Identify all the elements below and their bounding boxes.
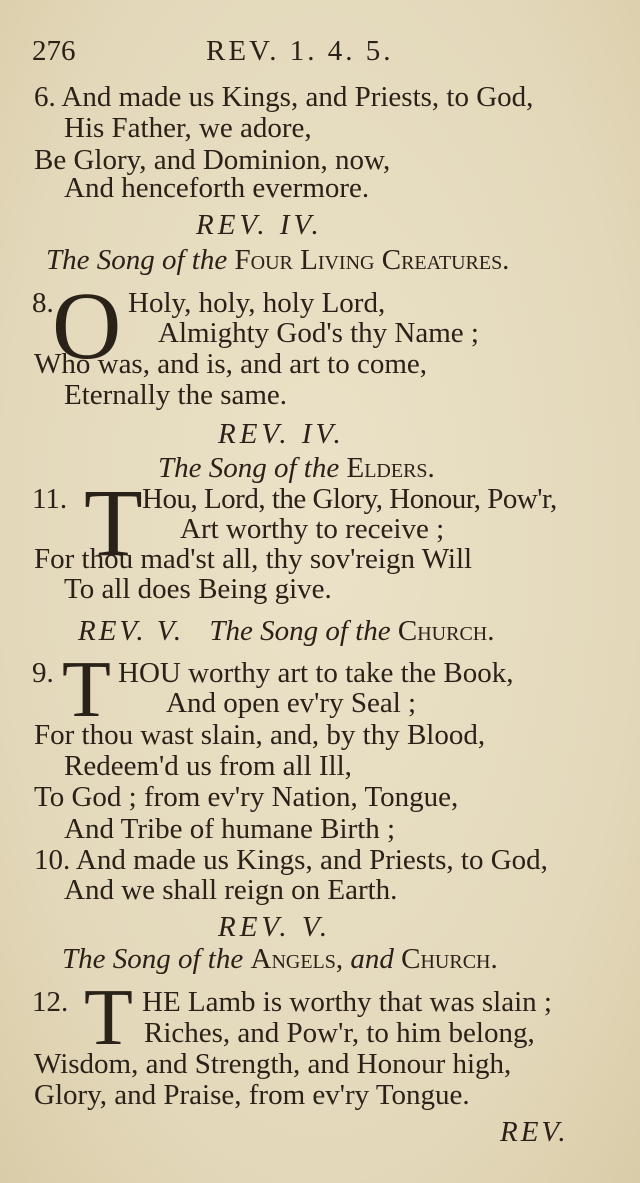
- song-title-italic: The Song of the: [46, 244, 228, 276]
- verse-line: Be Glory, and Dominion, now,: [34, 144, 391, 176]
- verse-line: And we shall reign on Earth.: [64, 874, 398, 906]
- drop-cap: T: [84, 469, 143, 576]
- verse-line: Almighty God's thy Name ;: [158, 317, 479, 349]
- verse-line: Eternally the same.: [64, 379, 288, 411]
- song-title: [62, 942, 498, 976]
- verse-line: For thou mad'st all, thy sov'reign Will: [34, 543, 473, 575]
- song-title-caps: Angels,: [250, 943, 344, 975]
- verse-line: And henceforth evermore.: [64, 172, 370, 204]
- verse-line: 6. And made us Kings, and Priests, to God,: [34, 81, 534, 113]
- catchword: REV.: [500, 1116, 569, 1148]
- drop-cap: T: [84, 974, 133, 1062]
- verse-line: Holy, holy, holy Lord,: [128, 287, 386, 319]
- song-title-italic: The Song of the: [158, 452, 340, 484]
- drop-cap: O: [52, 272, 122, 379]
- song-title-italic: and: [350, 943, 394, 975]
- verse-number: 8.: [32, 287, 54, 319]
- verse-number: 12.: [32, 986, 69, 1018]
- verse-line: And open ev'ry Seal ;: [166, 687, 417, 719]
- section-heading: REV. V.: [78, 615, 185, 647]
- running-title: REV. 1. 4. 5.: [206, 35, 394, 67]
- section-heading: REV. V.: [218, 911, 332, 943]
- verse-line: For thou wast slain, and, by thy Blood,: [34, 719, 486, 751]
- verse-line: HOU worthy art to take the Book,: [118, 657, 514, 689]
- song-title-caps: Elders.: [346, 452, 435, 484]
- song-title-caps: Church.: [401, 943, 498, 975]
- verse-line: Redeem'd us from all Ill,: [64, 750, 352, 782]
- verse-line: 10. And made us Kings, and Priests, to God,: [34, 844, 548, 876]
- verse-line: And Tribe of humane Birth ;: [64, 813, 396, 845]
- song-title: [158, 451, 435, 485]
- verse-line: Glory, and Praise, from ev'ry Tongue.: [34, 1079, 470, 1111]
- song-title-italic: The Song of the: [62, 943, 244, 975]
- verse-number: 9.: [32, 657, 54, 689]
- drop-cap: T: [62, 646, 111, 734]
- verse-line: HE Lamb is worthy that was slain ;: [142, 986, 552, 1018]
- verse-line: To God ; from ev'ry Nation, Tongue,: [34, 781, 459, 813]
- song-title-caps: Church.: [397, 615, 495, 647]
- song-title-caps: Four Living Creatures.: [234, 244, 510, 276]
- verse-line: Who was, and is, and art to come,: [34, 348, 428, 380]
- verse-line: Art worthy to receive ;: [180, 513, 445, 545]
- song-title: [78, 614, 495, 648]
- verse-line: His Father, we adore,: [64, 112, 312, 144]
- verse-line: Hou, Lord, the Glory, Honour, Pow'r,: [142, 483, 557, 515]
- page-number: 276: [32, 35, 76, 67]
- verse-line: To all does Being give.: [64, 573, 332, 605]
- verse-number: 11.: [32, 483, 68, 515]
- verse-line: Wisdom, and Strength, and Honour high,: [34, 1048, 512, 1080]
- song-title-italic: The Song of the: [209, 615, 391, 647]
- verse-line: Riches, and Pow'r, to him belong,: [144, 1017, 535, 1049]
- section-heading: REV. IV.: [196, 209, 323, 241]
- section-heading: REV. IV.: [218, 418, 345, 450]
